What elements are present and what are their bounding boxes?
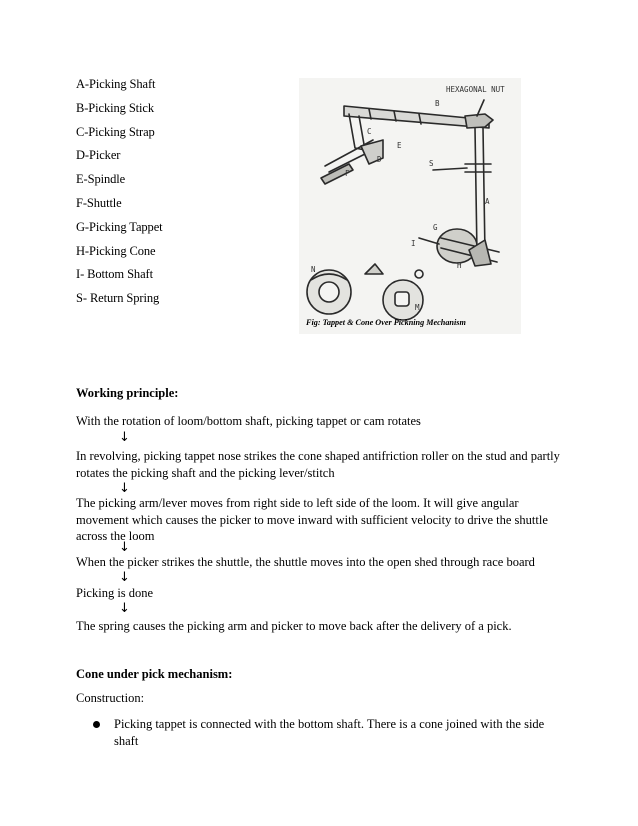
working-principle-heading: Working principle:	[76, 386, 179, 400]
label-i: I	[411, 239, 416, 248]
parts-list-item: C-Picking Strap	[76, 124, 155, 139]
label-e: E	[397, 141, 402, 150]
parts-list-item: E-Spindle	[76, 172, 126, 187]
figure-caption: Fig: Tappet & Cone Over Pickning Mechanism	[306, 318, 466, 327]
label-a: A	[485, 197, 490, 206]
label-s: S	[429, 159, 434, 168]
parts-list-item: D-Picker	[76, 148, 121, 163]
parts-list-item: A-Picking Shaft	[76, 77, 156, 91]
label-b: B	[435, 99, 440, 108]
parts-list-item: S- Return Spring	[76, 291, 160, 306]
parts-list	[76, 76, 286, 314]
step-5: Picking is done	[76, 586, 154, 600]
down-arrow-icon: ↓	[119, 430, 130, 445]
parts-list-item: F-Shuttle	[76, 195, 122, 210]
bullet-dot-icon	[93, 721, 100, 728]
step-3: The picking arm/lever moves from right side to left side of the loom. It will give angular movement which causes the picker to move inward with sufficient velocity to drive the shuttle across the loom	[76, 496, 548, 543]
tappet-m-hole	[395, 292, 409, 306]
label-m: M	[415, 303, 420, 312]
mechanism-drawing	[299, 78, 521, 334]
construction-subheading: Construction:	[76, 691, 145, 705]
label-n: N	[311, 265, 316, 274]
step-1: With the rotation of loom/bottom shaft, picking tappet or cam rotates	[76, 414, 421, 428]
label-g: G	[433, 223, 438, 232]
parts-list-item: G-Picking Tappet	[76, 219, 163, 234]
tappet-n-hole	[319, 282, 339, 302]
bullet-text: Picking tappet is connected with the bottom shaft. There is a cone joined with the side shaft	[114, 717, 545, 748]
down-arrow-icon: ↓	[119, 481, 130, 496]
picking-mechanism-figure	[299, 78, 521, 334]
label-f: F	[345, 169, 350, 178]
down-arrow-icon: ↓	[119, 601, 130, 616]
parts-list-item: I- Bottom Shaft	[76, 267, 153, 282]
step-6: The spring causes the picking arm and picker to move back after the delivery of a pick.	[76, 619, 512, 633]
parts-list-item: H-Picking Cone	[76, 243, 156, 258]
parts-list-item: B-Picking Stick	[76, 100, 155, 115]
down-arrow-icon: ↓	[119, 540, 130, 555]
label-c: C	[367, 127, 372, 136]
step-4: When the picker strikes the shuttle, the shuttle moves into the open shed through race board	[76, 555, 535, 569]
label-d: D	[377, 155, 382, 164]
step-2: In revolving, picking tappet nose strikes the cone shaped antifriction roller on the stud and partly rotates the picking shaft and the picking lever/stitch	[76, 449, 560, 480]
label-hexagonal-nut: HEXAGONAL NUT	[446, 85, 505, 94]
down-arrow-icon: ↓	[119, 570, 130, 585]
cone-under-pick-heading: Cone under pick mechanism:	[76, 667, 233, 681]
label-h: H	[457, 261, 462, 270]
